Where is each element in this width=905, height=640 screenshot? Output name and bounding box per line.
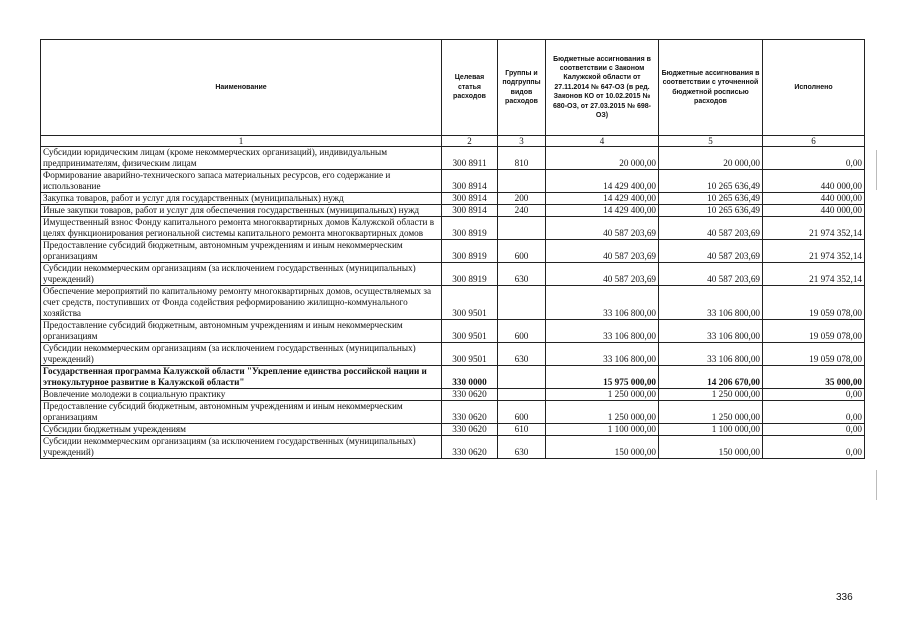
row-group-cell: 630 xyxy=(498,263,546,286)
row-budget-schedule-cell: 40 587 203,69 xyxy=(659,263,763,286)
row-budget-law-cell: 20 000,00 xyxy=(546,147,659,170)
row-executed-cell: 21 974 352,14 xyxy=(763,217,865,240)
row-group-cell xyxy=(498,366,546,389)
table-row xyxy=(41,320,865,343)
row-group-cell xyxy=(498,170,546,193)
row-name-cell: Вовлечение молодежи в социальную практику xyxy=(41,389,442,401)
row-target-cell: 330 0620 xyxy=(442,424,498,436)
table-row xyxy=(41,170,865,193)
table-row xyxy=(41,401,865,424)
row-budget-schedule-cell: 1 250 000,00 xyxy=(659,389,763,401)
table-row xyxy=(41,147,865,170)
row-name-cell: Предоставление субсидий бюджетным, автономным учреждениям и иным некоммерческим организациям xyxy=(41,401,442,424)
row-group-cell: 240 xyxy=(498,205,546,217)
row-target-cell: 300 8914 xyxy=(442,170,498,193)
header-target: Целевая статья расходов xyxy=(442,40,498,136)
row-budget-law-cell: 14 429 400,00 xyxy=(546,170,659,193)
row-name-cell: Субсидии бюджетным учреждениям xyxy=(41,424,442,436)
row-group-cell xyxy=(498,286,546,320)
row-executed-cell: 21 974 352,14 xyxy=(763,263,865,286)
column-number: 3 xyxy=(498,136,546,147)
row-budget-law-cell: 14 429 400,00 xyxy=(546,205,659,217)
row-executed-cell: 0,00 xyxy=(763,147,865,170)
row-budget-schedule-cell: 40 587 203,69 xyxy=(659,240,763,263)
row-group-cell xyxy=(498,389,546,401)
scan-edge-mark xyxy=(876,470,877,500)
row-budget-schedule-cell: 150 000,00 xyxy=(659,436,763,459)
table-row xyxy=(41,389,865,401)
table-row xyxy=(41,366,865,389)
row-group-cell: 600 xyxy=(498,401,546,424)
row-budget-schedule-cell: 10 265 636,49 xyxy=(659,193,763,205)
row-target-cell: 330 0620 xyxy=(442,389,498,401)
header-group: Группы и подгруппы видов расходов xyxy=(498,40,546,136)
row-name-cell: Предоставление субсидий бюджетным, автономным учреждениям и иным некоммерческим организациям xyxy=(41,240,442,263)
table-row xyxy=(41,217,865,240)
row-budget-law-cell: 1 100 000,00 xyxy=(546,424,659,436)
header-budget-law: Бюджетные ассигнования в соответствии с Законом Калужской области от 27.11.2014 № 647-ОЗ (в ред. Законов КО от 10.02.2015 № 680-ОЗ, от 27.03.2015 № 698-ОЗ) xyxy=(546,40,659,136)
row-executed-cell: 440 000,00 xyxy=(763,193,865,205)
row-name-cell: Государственная программа Калужской области "Укрепление единства российской нации и этнокультурное развитие в Калужской области" xyxy=(41,366,442,389)
row-target-cell: 330 0620 xyxy=(442,436,498,459)
row-target-cell: 300 8914 xyxy=(442,193,498,205)
row-budget-law-cell: 14 429 400,00 xyxy=(546,193,659,205)
row-name-cell: Имущественный взнос Фонду капитального ремонта многоквартирных домов Калужской области в целях функционирования региональной системы капитального ремонта многоквартирных домов xyxy=(41,217,442,240)
row-budget-schedule-cell: 40 587 203,69 xyxy=(659,217,763,240)
row-budget-schedule-cell: 1 250 000,00 xyxy=(659,401,763,424)
column-number: 1 xyxy=(41,136,442,147)
row-target-cell: 300 9501 xyxy=(442,286,498,320)
header-name: Наименование xyxy=(41,40,442,136)
row-group-cell: 610 xyxy=(498,424,546,436)
row-group-cell: 630 xyxy=(498,436,546,459)
row-budget-law-cell: 1 250 000,00 xyxy=(546,401,659,424)
row-group-cell: 810 xyxy=(498,147,546,170)
header-executed: Исполнено xyxy=(763,40,865,136)
row-budget-schedule-cell: 20 000,00 xyxy=(659,147,763,170)
table-row xyxy=(41,263,865,286)
row-target-cell: 300 8919 xyxy=(442,217,498,240)
row-group-cell: 600 xyxy=(498,320,546,343)
row-budget-schedule-cell: 10 265 636,49 xyxy=(659,170,763,193)
row-executed-cell: 440 000,00 xyxy=(763,205,865,217)
column-number: 5 xyxy=(659,136,763,147)
row-target-cell: 300 9501 xyxy=(442,343,498,366)
row-executed-cell: 0,00 xyxy=(763,401,865,424)
row-budget-law-cell: 150 000,00 xyxy=(546,436,659,459)
row-budget-schedule-cell: 33 106 800,00 xyxy=(659,286,763,320)
row-group-cell: 200 xyxy=(498,193,546,205)
budget-table xyxy=(40,39,865,459)
row-budget-schedule-cell: 1 100 000,00 xyxy=(659,424,763,436)
row-executed-cell: 35 000,00 xyxy=(763,366,865,389)
row-target-cell: 300 8919 xyxy=(442,240,498,263)
row-group-cell xyxy=(498,217,546,240)
row-executed-cell: 19 059 078,00 xyxy=(763,343,865,366)
table-row xyxy=(41,205,865,217)
row-executed-cell: 19 059 078,00 xyxy=(763,286,865,320)
row-budget-schedule-cell: 10 265 636,49 xyxy=(659,205,763,217)
row-executed-cell: 0,00 xyxy=(763,389,865,401)
table-row xyxy=(41,436,865,459)
row-name-cell: Закупка товаров, работ и услуг для государственных (муниципальных) нужд xyxy=(41,193,442,205)
row-target-cell: 300 9501 xyxy=(442,320,498,343)
row-budget-law-cell: 33 106 800,00 xyxy=(546,343,659,366)
row-target-cell: 330 0620 xyxy=(442,401,498,424)
row-group-cell: 630 xyxy=(498,343,546,366)
row-name-cell: Субсидии юридическим лицам (кроме некоммерческих организаций), индивидуальным предпринимателям, физическим лицам xyxy=(41,147,442,170)
row-budget-law-cell: 40 587 203,69 xyxy=(546,240,659,263)
row-executed-cell: 440 000,00 xyxy=(763,170,865,193)
row-budget-law-cell: 33 106 800,00 xyxy=(546,320,659,343)
row-executed-cell: 0,00 xyxy=(763,436,865,459)
row-name-cell: Обеспечение мероприятий по капитальному ремонту многоквартирных домов, осуществляемых за счет средств, поступивших от Фонда содействия реформированию жилищно-коммунального хозяйства xyxy=(41,286,442,320)
row-executed-cell: 21 974 352,14 xyxy=(763,240,865,263)
row-executed-cell: 0,00 xyxy=(763,424,865,436)
row-name-cell: Субсидии некоммерческим организациям (за исключением государственных (муниципальных) учреждений) xyxy=(41,436,442,459)
row-name-cell: Предоставление субсидий бюджетным, автономным учреждениям и иным некоммерческим организациям xyxy=(41,320,442,343)
row-budget-law-cell: 33 106 800,00 xyxy=(546,286,659,320)
row-budget-schedule-cell: 33 106 800,00 xyxy=(659,343,763,366)
row-target-cell: 300 8911 xyxy=(442,147,498,170)
row-executed-cell: 19 059 078,00 xyxy=(763,320,865,343)
row-target-cell: 300 8919 xyxy=(442,263,498,286)
row-name-cell: Иные закупки товаров, работ и услуг для обеспечения государственных (муниципальных) нужд xyxy=(41,205,442,217)
scan-edge-mark xyxy=(876,150,877,190)
row-group-cell: 600 xyxy=(498,240,546,263)
header-budget-schedule: Бюджетные ассигнования в соответствии с уточненной бюджетной росписью расходов xyxy=(659,40,763,136)
row-budget-law-cell: 40 587 203,69 xyxy=(546,217,659,240)
row-target-cell: 300 8914 xyxy=(442,205,498,217)
table-row xyxy=(41,424,865,436)
row-budget-law-cell: 40 587 203,69 xyxy=(546,263,659,286)
row-budget-law-cell: 1 250 000,00 xyxy=(546,389,659,401)
table-row xyxy=(41,193,865,205)
column-number-row xyxy=(41,136,865,147)
page-number: 336 xyxy=(836,592,853,603)
row-target-cell: 330 0000 xyxy=(442,366,498,389)
table-row xyxy=(41,343,865,366)
column-number: 6 xyxy=(763,136,865,147)
column-number: 2 xyxy=(442,136,498,147)
table-row xyxy=(41,286,865,320)
header-row xyxy=(41,40,865,136)
row-budget-schedule-cell: 33 106 800,00 xyxy=(659,320,763,343)
column-number: 4 xyxy=(546,136,659,147)
row-budget-schedule-cell: 14 206 670,00 xyxy=(659,366,763,389)
table-row xyxy=(41,240,865,263)
row-name-cell: Субсидии некоммерческим организациям (за исключением государственных (муниципальных) учреждений) xyxy=(41,263,442,286)
row-name-cell: Субсидии некоммерческим организациям (за исключением государственных (муниципальных) учреждений) xyxy=(41,343,442,366)
row-name-cell: Формирование аварийно-технического запаса материальных ресурсов, его содержание и использование xyxy=(41,170,442,193)
row-budget-law-cell: 15 975 000,00 xyxy=(546,366,659,389)
